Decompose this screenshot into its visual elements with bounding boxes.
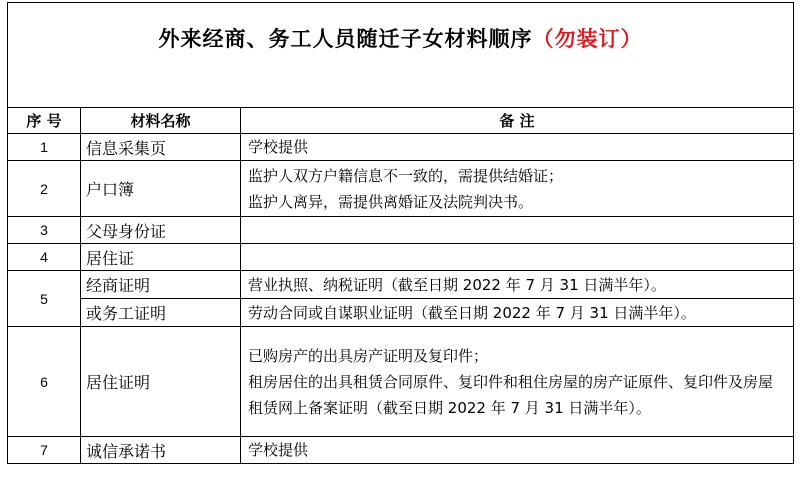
- table-row: [8, 244, 794, 271]
- remark: [241, 161, 794, 217]
- table-row: [8, 134, 794, 161]
- header-row: [8, 108, 794, 134]
- table-row: [8, 161, 794, 217]
- table-row: [8, 271, 794, 299]
- remark: [241, 244, 794, 271]
- title-text: 外来经商、务工人员随迁子女材料顺序: [158, 26, 533, 51]
- row-number: 2: [8, 161, 81, 217]
- document-title: [8, 3, 794, 108]
- remark-line: 租房居住的出具租赁合同原件、复印件和租住房屋的房产证原件、复印件及房屋租赁网上备案证明（截至日期 2022 年 7 月 31 日满半年）。: [248, 372, 774, 417]
- material-name: 或务工证明: [81, 299, 241, 327]
- row-number: 7: [8, 437, 81, 464]
- row-number: 4: [8, 244, 81, 271]
- row-number: 5: [8, 271, 81, 327]
- row-number: 3: [8, 217, 81, 244]
- remark: [241, 134, 794, 161]
- remark-line: 监护人双方户籍信息不一致的，需提供结婚证；: [248, 166, 564, 185]
- title-row: [8, 3, 794, 108]
- material-name: 诚信承诺书: [81, 437, 241, 464]
- material-name: 户口簿: [81, 161, 241, 217]
- header-material-name: 材料名称: [81, 108, 241, 134]
- materials-sheet: [7, 2, 793, 476]
- table-row: [8, 327, 794, 437]
- material-name: 父母身份证: [81, 217, 241, 244]
- row-number: 6: [8, 327, 81, 437]
- table-row: [8, 299, 794, 327]
- header-serial-number: 序 号: [8, 108, 81, 134]
- remark: [241, 271, 794, 299]
- table-row: [8, 217, 794, 244]
- remark-line: 监护人离异，需提供离婚证及法院判决书。: [248, 192, 534, 211]
- remark: [241, 327, 794, 437]
- material-name: 居住证: [81, 244, 241, 271]
- remark-line: 营业执照、纳税证明（截至日期 2022 年 7 月 31 日满半年）。: [248, 275, 666, 294]
- remark-line: 劳动合同或自谋职业证明（截至日期 2022 年 7 月 31 日满半年）。: [248, 303, 696, 322]
- remark-line: 学校提供: [248, 138, 309, 156]
- header-remarks: 备 注: [241, 108, 794, 134]
- remark: [241, 299, 794, 327]
- table-row: [8, 437, 794, 464]
- material-name: 信息采集页: [81, 134, 241, 161]
- remark: [241, 217, 794, 244]
- row-number: 1: [8, 134, 81, 161]
- title-note: （勿装订）: [532, 26, 643, 51]
- remark: [241, 437, 794, 464]
- material-name: 经商证明: [81, 271, 241, 299]
- materials-table: [7, 2, 794, 464]
- remark-line: 学校提供: [248, 441, 309, 459]
- material-name: 居住证明: [81, 327, 241, 437]
- remark-line: 已购房产的出具房产证明及复印件；: [248, 346, 489, 365]
